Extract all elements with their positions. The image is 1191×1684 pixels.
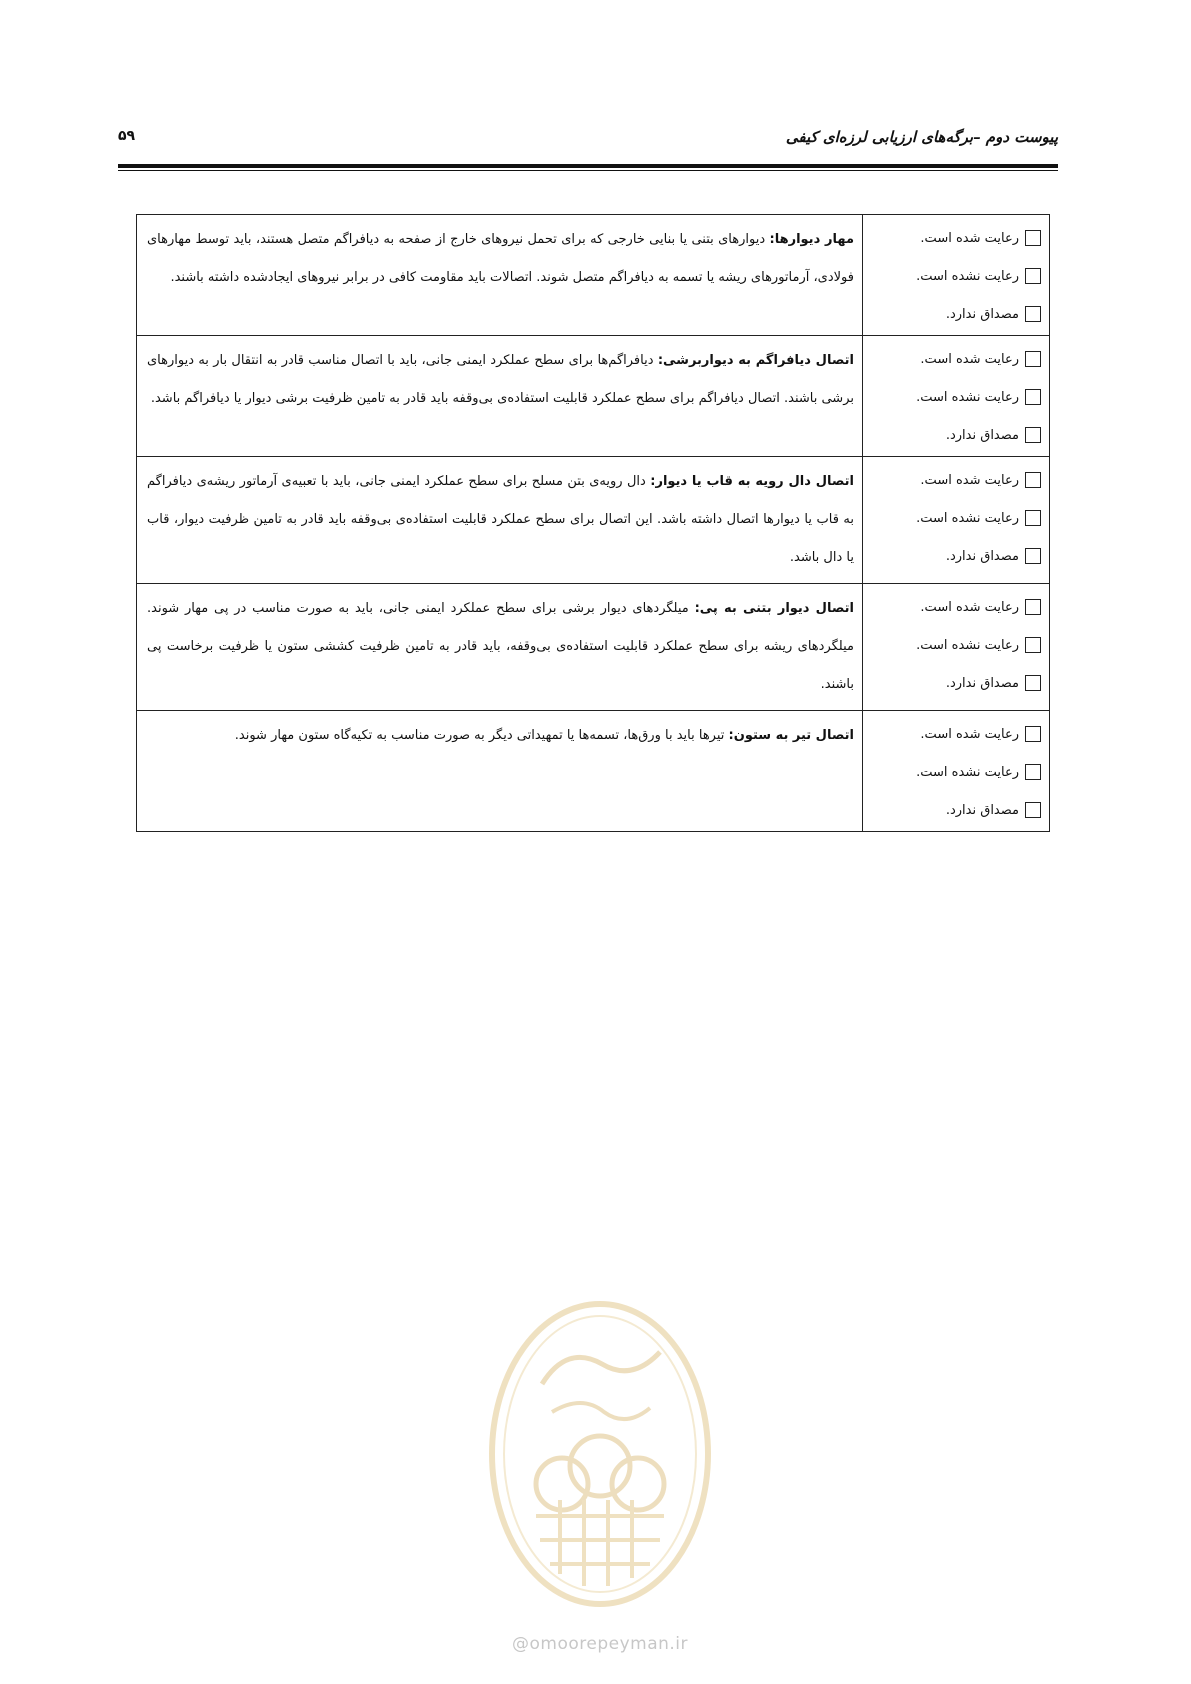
checkbox-option[interactable] xyxy=(869,257,1041,295)
checkbox-option[interactable] xyxy=(869,715,1041,753)
description-cell xyxy=(137,711,863,832)
options-cell xyxy=(863,215,1050,336)
checklist-table xyxy=(136,214,1050,832)
description-heading: اتصال دیافراگم به دیواربرشی: xyxy=(657,353,854,368)
checkbox[interactable] xyxy=(1025,675,1041,691)
checkbox[interactable] xyxy=(1025,389,1041,405)
checkbox-option[interactable] xyxy=(869,219,1041,257)
checkbox[interactable] xyxy=(1025,306,1041,322)
checkbox-label: مصداق ندارد. xyxy=(945,802,1019,818)
checkbox-label: رعایت شده است. xyxy=(920,726,1019,742)
description-text: دیافراگم‌ها برای سطح عملکرد ایمنی جانی، باید با اتصال مناسب قادر به انتقال بار به دیوارهای برشی باشند. اتصال دیافراگم برای سطح عملکرد قابلیت استفاده‌ی بی‌وقفه باید قادر به تامین ظرفیت برشی دیوار یا دیافراگم باشد. xyxy=(147,353,854,406)
checkbox-label: رعایت شده است. xyxy=(920,230,1019,246)
options-cell xyxy=(863,457,1050,584)
checkbox[interactable] xyxy=(1025,268,1041,284)
checkbox-option[interactable] xyxy=(869,626,1041,664)
watermark-seal-icon xyxy=(480,1294,720,1624)
options-cell xyxy=(863,584,1050,711)
description-heading: اتصال تیر به ستون: xyxy=(728,728,854,743)
checkbox-label: رعایت شده است. xyxy=(920,599,1019,615)
description-text: میلگردهای دیوار برشی برای سطح عملکرد ایمنی جانی، باید به صورت مناسب در پی مهار شوند. میلگردهای ریشه برای سطح عملکرد قابلیت استفاده‌ی بی‌وقفه، باید قادر به تامین ظرفیت کششی ستون یا ظرفیت برخاست پی باشند. xyxy=(147,601,854,692)
checkbox[interactable] xyxy=(1025,351,1041,367)
checklist-row xyxy=(137,215,1050,336)
checkbox-option[interactable] xyxy=(869,753,1041,791)
description-text: تیرها باید با ورق‌ها، تسمه‌ها یا تمهیداتی دیگر به صورت مناسب به تکیه‌گاه ستون مهار شوند. xyxy=(234,728,729,743)
checkbox-option[interactable] xyxy=(869,416,1041,454)
description-cell xyxy=(137,336,863,457)
checkbox[interactable] xyxy=(1025,548,1041,564)
checkbox[interactable] xyxy=(1025,427,1041,443)
header-rule-thin xyxy=(118,170,1058,171)
description-text: دیوارهای بتنی یا بنایی خارجی که برای تحمل نیروهای خارج از صفحه به دیافراگم متصل هستند، باید توسط مهارهای فولادی، آرماتورهای ریشه یا تسمه به دیافراگم متصل شوند. اتصالات باید مقاومت کافی در برابر نیروهای ایجادشده داشته باشند. xyxy=(147,232,854,285)
checkbox-label: مصداق ندارد. xyxy=(945,675,1019,691)
checklist-row xyxy=(137,457,1050,584)
checkbox-option[interactable] xyxy=(869,537,1041,575)
checkbox-label: مصداق ندارد. xyxy=(945,548,1019,564)
checkbox[interactable] xyxy=(1025,510,1041,526)
checkbox-label: رعایت نشده است. xyxy=(916,268,1019,284)
checkbox[interactable] xyxy=(1025,764,1041,780)
checklist-row xyxy=(137,711,1050,832)
checklist-row xyxy=(137,584,1050,711)
checkbox-option[interactable] xyxy=(869,588,1041,626)
watermark xyxy=(480,1294,720,1654)
checkbox-label: رعایت نشده است. xyxy=(916,389,1019,405)
page-title: پیوست دوم –برگه‌های ارزیابی لرزه‌ای کیفی xyxy=(785,128,1058,146)
header-rule-thick xyxy=(118,164,1058,168)
description-heading: اتصال دیوار بتنی به پی: xyxy=(694,601,854,616)
checkbox[interactable] xyxy=(1025,637,1041,653)
checkbox[interactable] xyxy=(1025,230,1041,246)
checkbox-label: مصداق ندارد. xyxy=(945,306,1019,322)
checkbox-label: رعایت نشده است. xyxy=(916,510,1019,526)
checkbox-option[interactable] xyxy=(869,791,1041,829)
page-header xyxy=(118,124,1058,164)
description-cell xyxy=(137,215,863,336)
checkbox-option[interactable] xyxy=(869,664,1041,702)
description-heading: مهار دیوارها: xyxy=(769,232,854,247)
checkbox-option[interactable] xyxy=(869,378,1041,416)
checkbox-label: مصداق ندارد. xyxy=(945,427,1019,443)
description-text: دال رویه‌ی بتن مسلح برای سطح عملکرد ایمنی جانی، باید با تعبیه‌ی آرماتور ریشه‌ی دیافراگم به قاب یا دیوارها اتصال داشته باشد. این اتصال برای سطح عملکرد قابلیت استفاده‌ی بی‌وقفه باید قادر به تامین ظرفیت دیوار، قاب یا دال باشد. xyxy=(147,474,854,565)
description-cell xyxy=(137,584,863,711)
description-heading: اتصال دال رویه به قاب یا دیوار: xyxy=(650,474,854,489)
checkbox[interactable] xyxy=(1025,802,1041,818)
options-cell xyxy=(863,336,1050,457)
checkbox-label: رعایت نشده است. xyxy=(916,764,1019,780)
watermark-url: @omoorepeyman.ir xyxy=(511,1634,689,1654)
checkbox[interactable] xyxy=(1025,472,1041,488)
checkbox-label: رعایت شده است. xyxy=(920,472,1019,488)
checkbox-option[interactable] xyxy=(869,340,1041,378)
checkbox-option[interactable] xyxy=(869,499,1041,537)
checkbox[interactable] xyxy=(1025,599,1041,615)
checkbox-option[interactable] xyxy=(869,295,1041,333)
checklist-row xyxy=(137,336,1050,457)
checkbox-label: رعایت شده است. xyxy=(920,351,1019,367)
description-cell xyxy=(137,457,863,584)
checkbox[interactable] xyxy=(1025,726,1041,742)
checkbox-option[interactable] xyxy=(869,461,1041,499)
page-number: ۵۹ xyxy=(118,128,136,144)
checkbox-label: رعایت نشده است. xyxy=(916,637,1019,653)
options-cell xyxy=(863,711,1050,832)
